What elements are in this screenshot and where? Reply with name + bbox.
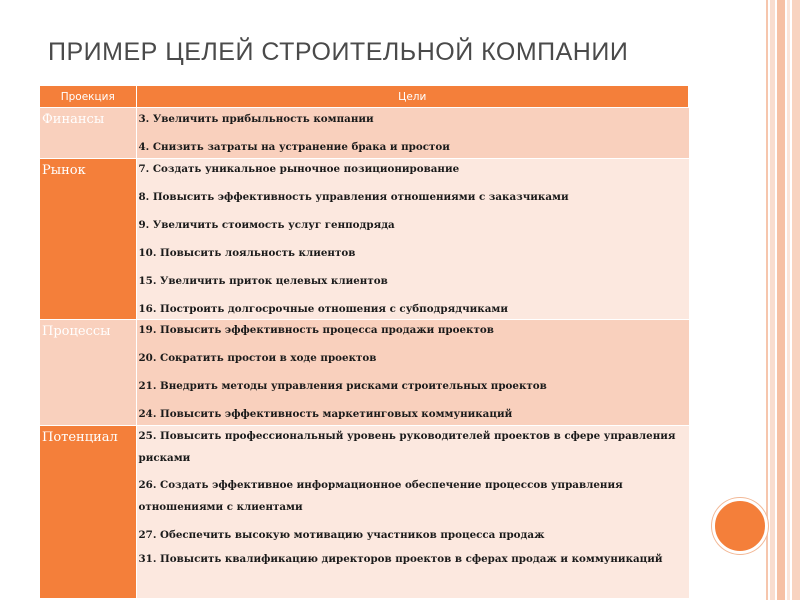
slide-title: ПРИМЕР ЦЕЛЕЙ СТРОИТЕЛЬНОЙ КОМПАНИИ [48, 38, 629, 66]
table-row-market [40, 159, 689, 320]
table-row-finance [40, 108, 689, 159]
goal-item: 8. Повысить эффективность управления отношениями с заказчиками [138, 191, 569, 203]
goals-cell [136, 159, 689, 320]
goal-item: 4. Снизить затраты на устранение брака и простои [138, 141, 450, 153]
goal-item: 7. Создать уникальное рыночное позиционирование [138, 163, 460, 175]
goals-cell [136, 426, 689, 598]
table-row-potential [40, 426, 689, 598]
goal-item: 21. Внедрить методы управления рисками строительных проектов [138, 380, 547, 392]
goal-item: 19. Повысить эффективность процесса продажи проектов [138, 324, 494, 336]
goal-item: 31. Повысить квалификацию директоров проектов в сферах продаж и коммуникаций [138, 553, 663, 565]
goals-cell [136, 108, 689, 159]
decorative-circle [712, 498, 768, 554]
goal-item: 16. Построить долгосрочные отношения с субподрядчиками [138, 303, 508, 315]
goal-item: 27. Обеспечить высокую мотивацию участников процесса продаж [138, 529, 545, 541]
projection-cell [40, 159, 136, 320]
projection-cell [40, 108, 136, 159]
projection-cell [40, 320, 136, 426]
projection-cell [40, 426, 136, 598]
goal-item: 3. Увеличить прибыльность компании [138, 113, 374, 125]
goal-item: 20. Сократить простои в ходе проектов [138, 352, 377, 364]
goal-item: 24. Повысить эффективность маркетинговых коммуникаций [138, 408, 513, 420]
projection-label: Процессы [42, 324, 111, 339]
table-row-processes [40, 320, 689, 426]
header-goals: Цели [136, 86, 689, 108]
goal-item: 9. Увеличить стоимость услуг генподряда [138, 219, 395, 231]
goals-cell [136, 320, 689, 426]
goal-item: 15. Увеличить приток целевых клиентов [138, 275, 388, 287]
goal-item: 10. Повысить лояльность клиентов [138, 247, 356, 259]
goals-table [40, 86, 689, 598]
projection-label: Финансы [42, 112, 105, 127]
goal-item: 25. Повысить профессиональный уровень руководителей проектов в сфере управления рисками [138, 430, 676, 464]
projection-label: Потенциал [42, 430, 118, 445]
decorative-stripes [766, 0, 800, 600]
header-projection: Проекция [40, 86, 136, 108]
projection-label: Рынок [42, 163, 86, 178]
goal-item: 26. Создать эффективное информационное обеспечение процессов управления отношениями с клиентами [138, 479, 623, 513]
table-header-row [40, 86, 689, 108]
